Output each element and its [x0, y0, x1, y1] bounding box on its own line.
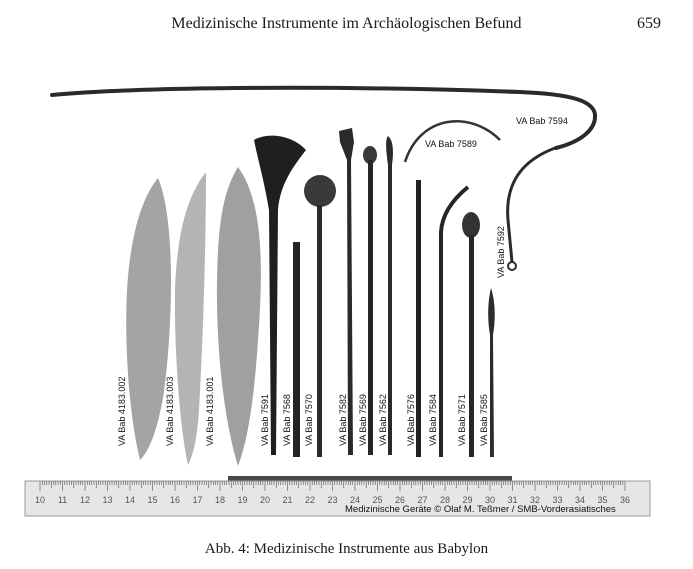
ruler-number: 10: [34, 495, 46, 505]
ruler-number: 12: [79, 495, 91, 505]
ruler-number: 21: [282, 495, 293, 505]
ruler-number: 31: [507, 495, 518, 505]
label-4183-003: VA Bab 4183.003: [165, 376, 175, 446]
ruler-number: 33: [552, 495, 563, 505]
ruler-number: 18: [214, 495, 226, 505]
label-7571: VA Bab 7571: [457, 394, 467, 446]
label-7592: VA Bab 7592: [496, 226, 506, 278]
label-4183-001: VA Bab 4183.001: [205, 376, 215, 446]
ruler-number: 22: [304, 495, 316, 505]
ruler-number: 23: [327, 495, 338, 505]
ruler-number: 14: [124, 495, 136, 505]
ruler-number: 17: [192, 495, 203, 505]
blade-4183-001: [217, 167, 261, 466]
label-7576: VA Bab 7576: [406, 394, 416, 446]
ruler-number: 13: [102, 495, 113, 505]
ruler-number: 36: [619, 495, 631, 505]
label-7562: VA Bab 7562: [378, 394, 388, 446]
ruler-number: 24: [349, 495, 361, 505]
page-number: 659: [637, 15, 661, 32]
instrument-7571: [469, 235, 474, 457]
figure-caption: Abb. 4: Medizinische Instrumente aus Babylon: [204, 541, 489, 557]
label-7589: VA Bab 7589: [425, 139, 477, 149]
hook-7592: [508, 147, 558, 262]
instrument-7570-disc: [304, 175, 336, 207]
instrument-7569: [368, 160, 373, 455]
ruler-number: 28: [439, 495, 451, 505]
ruler-number: 16: [169, 495, 181, 505]
ruler-number: 27: [417, 495, 428, 505]
label-7569: VA Bab 7569: [358, 394, 368, 446]
ruler-number: 11: [57, 495, 68, 505]
long-hook-probe: [52, 88, 595, 148]
ruler-number: 32: [529, 495, 541, 505]
label-7570: VA Bab 7570: [304, 394, 314, 446]
label-7585: VA Bab 7585: [479, 394, 489, 446]
ruler-number: 34: [574, 495, 586, 505]
label-7594: VA Bab 7594: [516, 116, 568, 126]
label-7591: VA Bab 7591: [260, 394, 270, 446]
instrument-7568: [293, 242, 300, 457]
ruler-number: 15: [147, 495, 158, 505]
label-4183-002: VA Bab 4183.002: [117, 376, 127, 446]
ruler-number: 20: [259, 495, 271, 505]
ruler-credit: Medizinische Geräte © Olaf M. Teßmer / SMB-Vorderasiatisches: [345, 504, 616, 515]
instrument-7576: [416, 180, 421, 457]
ruler-number: 35: [597, 495, 608, 505]
ruler-number: 26: [394, 495, 406, 505]
label-7568: VA Bab 7568: [282, 394, 292, 446]
ruler-number: 19: [237, 495, 248, 505]
ruler-number: 30: [484, 495, 496, 505]
instrument-7585: [488, 288, 495, 457]
running-header-title: Medizinische Instrumente im Archäologischen Befund: [171, 15, 522, 32]
instrument-7570: [317, 205, 322, 457]
blade-4183-003: [175, 172, 206, 465]
label-7582: VA Bab 7582: [338, 394, 348, 446]
ruler-number: 29: [462, 495, 473, 505]
label-7584: VA Bab 7584: [428, 394, 438, 446]
ruler-number: 25: [372, 495, 383, 505]
